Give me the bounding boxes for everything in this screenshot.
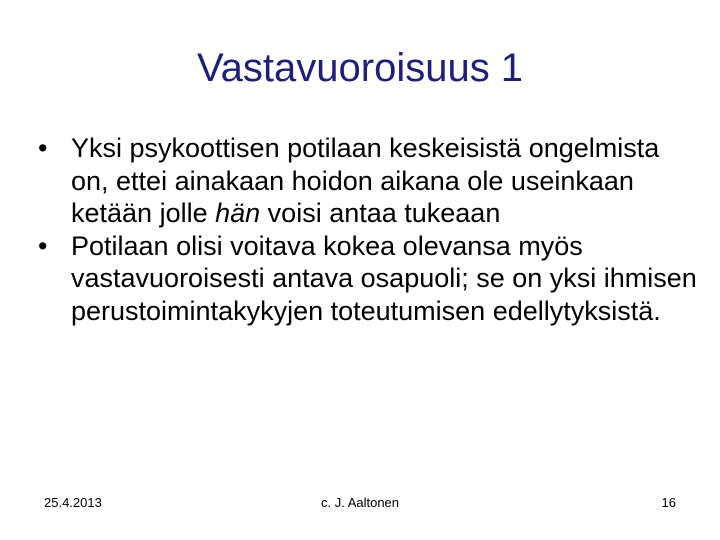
bullet-marker: • [38,133,48,163]
footer-author: c. J. Aaltonen [320,495,400,510]
bullet-marker: • [38,230,48,261]
bullet-item [38,132,698,230]
footer-date: 25.4.2013 [44,495,102,510]
bullet-text-emphasis: hän [215,198,261,228]
bullet-list [38,132,698,327]
bullet-text-after: voisi antaa tukeaan [260,198,501,228]
bullet-item [38,230,698,328]
bullet-text: Potilaan olisi voitava kokea olevansa myös vastavuoroisesti antava osapuoli; se on yksi ihmisen perustoimintakykyjen toteutumisen edellytyksistä. [71,230,697,326]
footer-page-number: 16 [661,495,676,510]
slide-title: Vastavuoroisuus 1 [196,46,524,90]
bullet-text-before: Yksi psykoottisen potilaan keskeisistä ongelmista on, ettei ainakaan hoidon aikana ole useinkaan ketään jolle [71,133,660,228]
